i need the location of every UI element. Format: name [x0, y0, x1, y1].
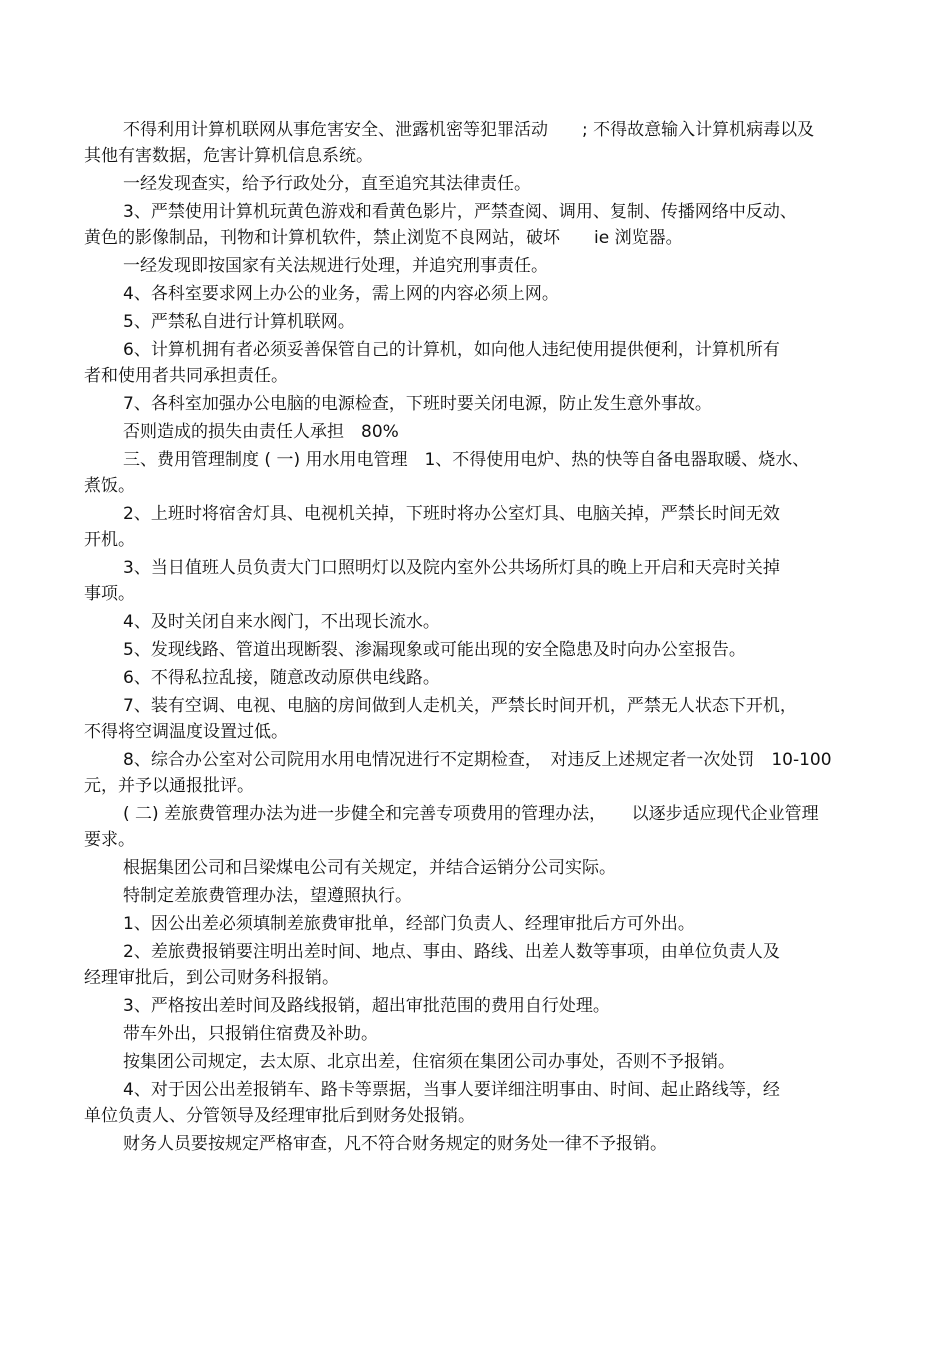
paragraph-line: 按集团公司规定，去太原、北京出差，住宿须在集团公司办事处，否则不予报销。	[123, 1052, 735, 1072]
paragraph	[84, 747, 874, 799]
paragraph-line: 4、各科室要求网上办公的业务，需上网的内容必须上网。	[123, 284, 559, 304]
paragraph-line: 7、各科室加强办公电脑的电源检查，下班时要关闭电源，防止发生意外事故。	[123, 394, 712, 414]
paragraph	[84, 855, 874, 881]
paragraph-line: 不得利用计算机联网从事危害安全、泄露机密等犯罪活动 ; 不得故意输入计算机病毒以及	[123, 120, 815, 140]
paragraph	[84, 993, 874, 1019]
paragraph-line: 黄色的影像制品，刊物和计算机软件，禁止浏览不良网站，破坏 ie 浏览器。	[84, 228, 683, 248]
paragraph-line: 财务人员要按规定严格审查，凡不符合财务规定的财务处一律不予报销。	[123, 1134, 667, 1154]
paragraph-line: 要求。	[84, 830, 135, 850]
paragraph-line: 一经发现即按国家有关法规进行处理，并追究刑事责任。	[123, 256, 548, 276]
paragraph-line: 单位负责人、分管领导及经理审批后到财务处报销。	[84, 1106, 475, 1126]
paragraph	[84, 281, 874, 307]
paragraph-line: 一经发现查实，给予行政处分，直至追究其法律责任。	[123, 174, 531, 194]
paragraph	[84, 939, 874, 991]
paragraph	[84, 1077, 874, 1129]
paragraph-line: 根据集团公司和吕梁煤电公司有关规定，并结合运销分公司实际。	[123, 858, 616, 878]
paragraph-line: 特制定差旅费管理办法，望遵照执行。	[123, 886, 412, 906]
paragraph-line: 8、综合办公室对公司院用水用电情况进行不定期检查， 对违反上述规定者一次处罚 10-100	[123, 750, 832, 770]
paragraph-line: 6、不得私拉乱接，随意改动原供电线路。	[123, 668, 440, 688]
paragraph-line: 1、因公出差必须填制差旅费审批单，经部门负责人、经理审批后方可外出。	[123, 914, 695, 934]
paragraph	[84, 1021, 874, 1047]
paragraph-line: 2、差旅费报销要注明出差时间、地点、事由、路线、出差人数等事项，由单位负责人及	[123, 942, 780, 962]
paragraph	[84, 1131, 874, 1157]
paragraph	[84, 309, 874, 335]
paragraph	[84, 337, 874, 389]
paragraph-line: 4、及时关闭自来水阀门，不出现长流水。	[123, 612, 440, 632]
paragraph-line: 带车外出，只报销住宿费及补助。	[123, 1024, 378, 1044]
paragraph-line: 其他有害数据，危害计算机信息系统。	[84, 146, 373, 166]
paragraph-line: 三、费用管理制度 ( 一) 用水用电管理 1、不得使用电炉、热的快等自备电器取暖、烧水、	[123, 450, 810, 470]
paragraph-line: 4、对于因公出差报销车、路卡等票据，当事人要详细注明事由、时间、起止路线等，经	[123, 1080, 780, 1100]
paragraph	[84, 555, 874, 607]
paragraph	[84, 253, 874, 279]
paragraph-line: 煮饭。	[84, 476, 135, 496]
paragraph-line: 3、严格按出差时间及路线报销，超出审批范围的费用自行处理。	[123, 996, 610, 1016]
paragraph	[84, 117, 874, 169]
paragraph	[84, 171, 874, 197]
paragraph-line: 3、当日值班人员负责大门口照明灯以及院内室外公共场所灯具的晚上开启和天亮时关掉	[123, 558, 780, 578]
paragraph-line: 5、严禁私自进行计算机联网。	[123, 312, 355, 332]
document-body	[84, 117, 874, 1157]
paragraph	[84, 1049, 874, 1075]
paragraph-line: 元，并予以通报批评。	[84, 776, 254, 796]
paragraph-line: 经理审批后，到公司财务科报销。	[84, 968, 339, 988]
paragraph	[84, 199, 874, 251]
paragraph-line: 否则造成的损失由责任人承担 80%	[123, 422, 399, 442]
paragraph	[84, 637, 874, 663]
paragraph	[84, 883, 874, 909]
paragraph-line: 者和使用者共同承担责任。	[84, 366, 288, 386]
paragraph-line: 2、上班时将宿舍灯具、电视机关掉，下班时将办公室灯具、电脑关掉，严禁长时间无效	[123, 504, 780, 524]
paragraph-line: 不得将空调温度设置过低。	[84, 722, 288, 742]
paragraph	[84, 609, 874, 635]
paragraph	[84, 693, 874, 745]
paragraph-line: 开机。	[84, 530, 135, 550]
paragraph	[84, 911, 874, 937]
paragraph-line: ( 二) 差旅费管理办法为进一步健全和完善专项费用的管理办法， 以逐步适应现代企业管理	[123, 804, 819, 824]
paragraph	[84, 501, 874, 553]
paragraph-line: 6、计算机拥有者必须妥善保管自己的计算机，如向他人违纪使用提供便利，计算机所有	[123, 340, 780, 360]
paragraph	[84, 801, 874, 853]
paragraph-line: 7、装有空调、电视、电脑的房间做到人走机关，严禁长时间开机，严禁无人状态下开机，	[123, 696, 797, 716]
paragraph-line: 事项。	[84, 584, 135, 604]
paragraph	[84, 665, 874, 691]
paragraph-line: 3、严禁使用计算机玩黄色游戏和看黄色影片，严禁查阅、调用、复制、传播网络中反动、	[123, 202, 797, 222]
paragraph	[84, 391, 874, 417]
paragraph	[84, 419, 874, 445]
paragraph-line: 5、发现线路、管道出现断裂、渗漏现象或可能出现的安全隐患及时向办公室报告。	[123, 640, 746, 660]
paragraph	[84, 447, 874, 499]
